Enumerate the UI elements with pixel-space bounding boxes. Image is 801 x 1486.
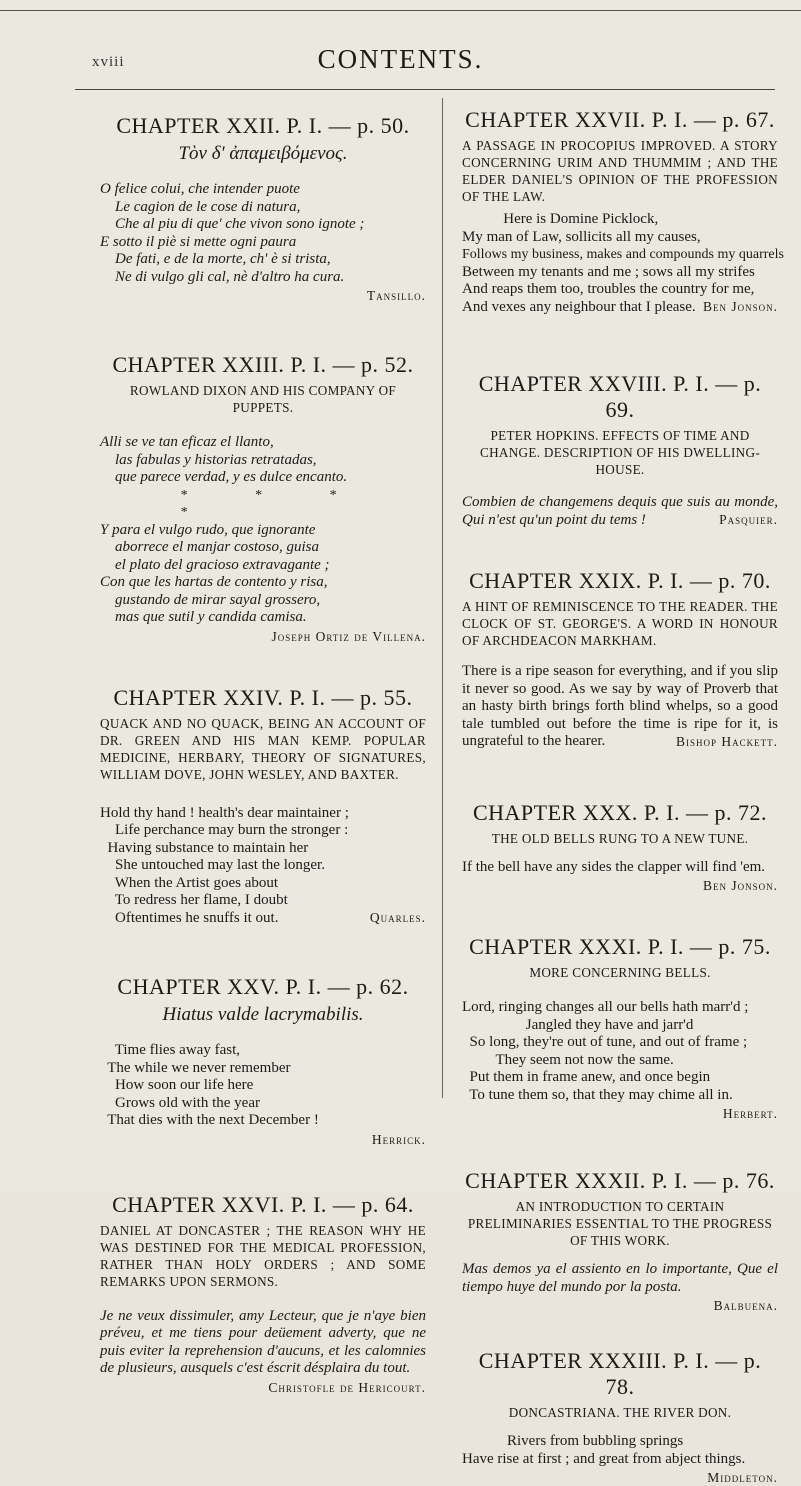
- chapter-heading: CHAPTER XXIII. P. I. — p. 52.: [112, 352, 414, 377]
- stars-separator: * * * *: [180, 487, 368, 520]
- chapter-subtitle: ROWLAND DIXON AND HIS COMPANY OF PUPPETS.: [129, 383, 397, 415]
- verse-line: que parece verdad, y es dulce encanto.: [100, 469, 348, 485]
- epigraph-verse: [100, 1042, 426, 1130]
- chapter-subtitle: DANIEL AT DONCASTER ; THE REASON WHY HE WAS DESTINED FOR THE MEDICAL PROFESSION, RATHER THAN HOLY ORDERS ; AND SOME REMARKS UPON SERMONS.: [100, 1222, 426, 1289]
- chapter-entry: [100, 974, 426, 1148]
- chapter-entry: [100, 113, 426, 304]
- verse-line: Time flies away fast,: [100, 1042, 240, 1058]
- epigraph-verse: [100, 434, 426, 627]
- chapter-entry: [462, 371, 778, 528]
- verse-line: Here is Domine Picklock,: [462, 211, 659, 227]
- verse-line: And vexes any neighbour that I please.: [462, 298, 696, 315]
- chapter-entry: [462, 800, 778, 895]
- verse-line: Put them in frame anew, and once begin: [462, 1069, 711, 1085]
- left-column: [100, 105, 426, 1396]
- verse-line: mas que sutil y candida camisa.: [100, 609, 307, 625]
- verse-line: To tune them so, that they may chime all in.: [462, 1086, 733, 1103]
- chapter-subtitle: THE OLD BELLS RUNG TO A NEW TUNE.: [491, 830, 749, 846]
- chapter-heading: CHAPTER XXVII. P. I. — p. 67.: [465, 107, 775, 132]
- epigraph-attribution: Pasquier.: [719, 512, 778, 527]
- verse-line: Ne di vulgo gli cal, nè d'altro ha cura.: [100, 268, 345, 285]
- verse-line: Grows old with the year: [100, 1094, 260, 1111]
- verse-line: She untouched may last the longer.: [100, 857, 325, 873]
- verse-line: aborrece el manjar costoso, guisa: [100, 539, 320, 555]
- epigraph-attribution: Joseph Ortiz de Villena.: [271, 628, 426, 644]
- epigraph-prose: Mas demos ya el assiento en lo importante, Que el tiempo huye del mundo por la posta.: [462, 1261, 778, 1295]
- verse-line: Rivers from bubbling springs: [462, 1433, 684, 1449]
- chapter-heading: CHAPTER XXXII. P. I. — p. 76.: [465, 1168, 775, 1193]
- chapter-subtitle: AN INTRODUCTION TO CERTAIN PRELIMINARIES ESSENTIAL TO THE PROGRESS OF THIS WORK.: [467, 1199, 773, 1248]
- epigraph-attribution: Tansillo.: [366, 288, 426, 303]
- chapter-heading: CHAPTER XXVI. P. I. — p. 64.: [112, 1191, 414, 1217]
- verse-line: My man of Law, sollicits all my causes,: [462, 228, 701, 245]
- chapter-subtitle: PETER HOPKINS. EFFECTS OF TIME AND CHANGE. DESCRIPTION OF HIS DWELLING-HOUSE.: [479, 428, 761, 477]
- right-column: [462, 105, 784, 1486]
- verse-line: Oftentimes he snuffs it out.: [100, 909, 279, 926]
- chapter-subtitle: A HINT OF REMINISCENCE TO THE READER. THE CLOCK OF ST. GEORGE'S. A WORD IN HONOUR OF ARCHDEACON MARKHAM.: [462, 599, 778, 648]
- column-divider: [442, 98, 443, 1098]
- epigraph-verse: [100, 805, 426, 928]
- epigraph-attribution: Christofle de Hericourt.: [268, 1379, 426, 1395]
- verse-line: That dies with the next December !: [100, 1112, 319, 1128]
- chapter-heading: CHAPTER XXX. P. I. — p. 72.: [472, 799, 768, 825]
- verse-line: Hold thy hand ! health's dear maintainer ;: [100, 804, 349, 821]
- chapter-subtitle: DONCASTRIANA. THE RIVER DON.: [508, 1405, 732, 1420]
- verse-line: O felice colui, che intender puote: [100, 181, 300, 197]
- verse-line: De fati, e de la morte, ch' è si trista,: [100, 251, 331, 267]
- verse-line: Follows my business, makes and compounds my quarrels: [462, 247, 784, 262]
- chapter-subtitle: QUACK AND NO QUACK, BEING AN ACCOUNT OF DR. GREEN AND HIS MAN KEMP. POPULAR MEDICINE, HERBARY, THEORY OF SIGNATURES, WILLIAM DOVE, JOHN WESLEY, AND BAXTER.: [100, 715, 426, 782]
- verse-line: Che al piu di que' che vivon sono ignote ;: [100, 216, 365, 232]
- verse-line: Y para el vulgo rudo, que ignorante: [100, 521, 316, 538]
- verse-line: las fabulas y historias retratadas,: [100, 451, 317, 468]
- top-rule: [0, 10, 801, 11]
- chapter-entry: [100, 352, 426, 645]
- verse-line: Lord, ringing changes all our bells hath marr'd ;: [462, 999, 749, 1015]
- epigraph-attribution: Herbert.: [722, 1106, 778, 1121]
- verse-line: E sotto il piè si mette ogni paura: [100, 233, 297, 250]
- chapter-entry: [462, 107, 784, 315]
- chapter-entry: [462, 934, 778, 1122]
- verse-line: Con que les hartas de contento y risa,: [100, 574, 328, 590]
- verse-line: To redress her flame, I doubt: [100, 892, 288, 908]
- epigraph-attribution: Ben Jonson.: [702, 878, 778, 893]
- verse-line: Le cagion de le cose di natura,: [100, 198, 301, 215]
- chapter-subtitle: A PASSAGE IN PROCOPIUS IMPROVED. A STORY CONCERNING URIM AND THUMMIM ; AND THE ELDER DANIEL'S OPINION OF THE PROFESSION OF THE LAW.: [462, 138, 778, 204]
- epigraph-verse: [462, 999, 778, 1104]
- chapter-heading: CHAPTER XXV. P. I. — p. 62.: [117, 974, 409, 999]
- epigraph-attribution: Herrick.: [371, 1131, 426, 1147]
- epigraph-title: Hiatus valde lacrymabilis.: [162, 1004, 364, 1025]
- verse-line: el plato del gracioso extravagante ;: [100, 556, 330, 573]
- epigraph-attribution: Bishop Hackett.: [675, 733, 778, 749]
- epigraph-prose: Combien de changemens dequis que suis au monde, Qui n'est qu'un point du tems !: [462, 494, 778, 528]
- verse-line: Have rise at first ; and great from abject things.: [462, 1450, 746, 1467]
- verse-line: Having substance to maintain her: [100, 839, 309, 856]
- epigraph-attribution: Quarles.: [369, 910, 426, 925]
- verse-line: Jangled they have and jarr'd: [462, 1016, 694, 1033]
- verse-line: Between my tenants and me ; sows all my strifes: [462, 263, 755, 280]
- verse-line: They seem not now the same.: [462, 1051, 674, 1068]
- epigraph-title: Τὸν δ' ἀπαμειβόμενος.: [178, 143, 348, 164]
- chapter-heading: CHAPTER XXII. P. I. — p. 50.: [116, 113, 410, 138]
- chapter-heading: CHAPTER XXXIII. P. I. — p. 78.: [478, 1348, 762, 1399]
- chapter-entry: [100, 685, 426, 927]
- chapter-heading: CHAPTER XXVIII. P. I. — p. 69.: [478, 371, 762, 422]
- epigraph-verse: [100, 181, 426, 286]
- chapter-entry: [462, 1168, 778, 1314]
- verse-line: And reaps them too, troubles the country for me,: [462, 281, 755, 297]
- verse-line: The while we never remember: [100, 1059, 291, 1076]
- chapter-heading: CHAPTER XXIX. P. I. — p. 70.: [469, 568, 771, 593]
- verse-line: gustando de mirar sayal grossero,: [100, 591, 321, 608]
- chapter-subtitle: MORE CONCERNING BELLS.: [529, 965, 711, 980]
- epigraph-attribution: Ben Jonson.: [702, 299, 778, 314]
- page-title: CONTENTS.: [317, 44, 484, 74]
- epigraph-verse: [462, 1433, 778, 1468]
- chapter-entry: [462, 1348, 778, 1486]
- chapter-entry: [100, 1192, 426, 1396]
- chapter-entry: [462, 568, 778, 750]
- page-number: xviii: [92, 54, 125, 70]
- header-rule: [75, 89, 775, 90]
- epigraph-prose: Je ne veux dissimuler, amy Lecteur, que je n'aye bien préveu, et me tiens pour deüement adverty, que ne puis eviter la reprehension d'aucuns, et les calomnies de plusieurs, ausquels c'est éscrit désplaira du tout.: [100, 1307, 426, 1376]
- verse-line: How soon our life here: [100, 1077, 254, 1093]
- verse-line: So long, they're out of tune, and out of frame ;: [462, 1034, 748, 1050]
- epigraph-prose: There is a ripe season for everything, and if you slip it never so good. As we say by way of Proverb that an hasty birth brings forth blind whelps, so a good tale tumbled out before the time is ripe for it, is ungrateful to the hearer.: [462, 663, 778, 749]
- verse-line: Life perchance may burn the stronger :: [100, 822, 349, 838]
- epigraph-attribution: Balbuena.: [713, 1298, 778, 1313]
- verse-line: When the Artist goes about: [100, 874, 279, 891]
- epigraph-prose: If the bell have any sides the clapper will find 'em.: [462, 858, 766, 875]
- chapter-heading: CHAPTER XXIV. P. I. — p. 55.: [113, 684, 413, 710]
- chapter-heading: CHAPTER XXXI. P. I. — p. 75.: [469, 934, 771, 959]
- verse-line: Alli se ve tan eficaz el llanto,: [100, 434, 274, 450]
- epigraph-attribution: Middleton.: [707, 1470, 778, 1485]
